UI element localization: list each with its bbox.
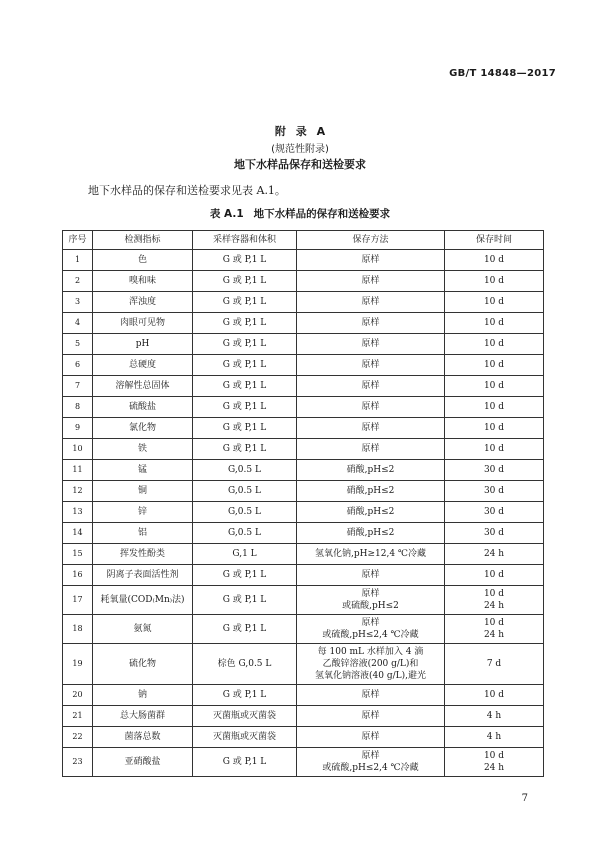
table-header-row (63, 231, 544, 250)
row-number: 9 (63, 418, 93, 439)
row-time (445, 250, 544, 271)
row-time-line: 24 h (483, 763, 505, 773)
row-time-line: 10 d (483, 381, 505, 391)
row-number: 17 (63, 586, 93, 615)
row-item: 氯化物 (93, 418, 193, 439)
row-method (297, 644, 445, 685)
row-time-line: 4 h (486, 711, 502, 721)
table-row (63, 460, 544, 481)
row-time-line: 10 d (483, 690, 505, 700)
row-method (297, 334, 445, 355)
row-time-line: 10 d (483, 618, 505, 628)
row-method (297, 727, 445, 748)
table-row (63, 292, 544, 313)
row-time (445, 615, 544, 644)
row-container: 灭菌瓶或灭菌袋 (193, 727, 297, 748)
row-method-line: 原样 (361, 339, 380, 349)
table-row (63, 502, 544, 523)
row-container: G,1 L (193, 544, 297, 565)
row-method-line: 或硫酸,pH≤2 (342, 601, 399, 611)
row-method (297, 460, 445, 481)
row-container: 棕色 G,0.5 L (193, 644, 297, 685)
table-row (63, 565, 544, 586)
row-container: G 或 P,1 L (193, 748, 297, 777)
row-method-line: 硝酸,pH≤2 (346, 486, 395, 496)
row-time (445, 523, 544, 544)
row-number: 19 (63, 644, 93, 685)
row-method (297, 523, 445, 544)
row-container: G,0.5 L (193, 502, 297, 523)
table-row (63, 397, 544, 418)
column-header-no: 序号 (63, 231, 93, 250)
row-method (297, 544, 445, 565)
row-time-line: 10 d (483, 444, 505, 454)
row-number: 22 (63, 727, 93, 748)
table-row (63, 250, 544, 271)
row-item: 浑浊度 (93, 292, 193, 313)
row-method-line: 原样 (361, 297, 380, 307)
row-number: 11 (63, 460, 93, 481)
row-method-line: 原样 (361, 711, 380, 721)
table-row (63, 313, 544, 334)
row-number: 4 (63, 313, 93, 334)
row-method-line: 原样 (361, 255, 380, 265)
row-time (445, 271, 544, 292)
row-method-line: 硝酸,pH≤2 (346, 507, 395, 517)
row-method (297, 271, 445, 292)
row-item: 挥发性酚类 (93, 544, 193, 565)
standard-number: GB/T 14848—2017 (449, 68, 556, 79)
row-method (297, 481, 445, 502)
row-item: 硫化物 (93, 644, 193, 685)
row-time (445, 418, 544, 439)
table-row (63, 481, 544, 502)
row-time-line: 10 d (483, 276, 505, 286)
row-time-line: 30 d (483, 507, 505, 517)
table-row (63, 418, 544, 439)
row-method (297, 397, 445, 418)
row-method (297, 685, 445, 706)
row-container: G,0.5 L (193, 523, 297, 544)
row-method (297, 706, 445, 727)
row-item: 阴离子表面活性剂 (93, 565, 193, 586)
row-item: 菌落总数 (93, 727, 193, 748)
row-time (445, 565, 544, 586)
row-item: 肉眼可见物 (93, 313, 193, 334)
page-number: 7 (521, 793, 528, 804)
row-number: 3 (63, 292, 93, 313)
row-item: 氨氮 (93, 615, 193, 644)
row-method-line: 原样 (361, 570, 380, 580)
row-item: 钠 (93, 685, 193, 706)
row-method (297, 565, 445, 586)
column-header-time: 保存时间 (445, 231, 544, 250)
row-container: G 或 P,1 L (193, 313, 297, 334)
row-method-line: 原样 (361, 618, 380, 628)
row-time-line: 10 d (483, 402, 505, 412)
row-number: 21 (63, 706, 93, 727)
row-container: G,0.5 L (193, 481, 297, 502)
row-time-line: 10 d (483, 255, 505, 265)
row-number: 14 (63, 523, 93, 544)
row-time-line: 10 d (483, 423, 505, 433)
row-method-line: 原样 (361, 318, 380, 328)
row-method (297, 748, 445, 777)
row-item: 铜 (93, 481, 193, 502)
row-method (297, 615, 445, 644)
row-time-line: 30 d (483, 465, 505, 475)
row-container: G 或 P,1 L (193, 250, 297, 271)
row-container: G 或 P,1 L (193, 615, 297, 644)
table-row (63, 334, 544, 355)
row-time (445, 727, 544, 748)
row-time (445, 292, 544, 313)
row-number: 1 (63, 250, 93, 271)
row-method (297, 418, 445, 439)
row-container: G 或 P,1 L (193, 586, 297, 615)
table-row (63, 544, 544, 565)
row-method-line: 原样 (361, 444, 380, 454)
table-caption-title: 地下水样品的保存和送检要求 (253, 208, 391, 220)
row-item: 锰 (93, 460, 193, 481)
table-caption-number: 表 A.1 (209, 208, 244, 220)
row-method-line: 原样 (361, 423, 380, 433)
row-item: 溶解性总固体 (93, 376, 193, 397)
row-method (297, 355, 445, 376)
row-method-line: 原样 (361, 589, 380, 599)
row-method-line: 或硫酸,pH≤2,4 ℃冷藏 (322, 630, 419, 640)
row-time (445, 644, 544, 685)
row-container: G 或 P,1 L (193, 418, 297, 439)
row-time (445, 334, 544, 355)
row-method-line: 氢氧化钠,pH≥12,4 ℃冷藏 (315, 549, 426, 559)
row-method-line: 硝酸,pH≤2 (346, 528, 395, 538)
row-method (297, 292, 445, 313)
row-time (445, 685, 544, 706)
row-time (445, 502, 544, 523)
row-time-line: 10 d (483, 339, 505, 349)
row-method (297, 586, 445, 615)
table-row (63, 706, 544, 727)
row-time-line: 24 h (483, 601, 505, 611)
row-method (297, 250, 445, 271)
row-item: 耗氧量(COD₍Mn₎法) (93, 586, 193, 615)
row-container: G 或 P,1 L (193, 271, 297, 292)
row-container: G 或 P,1 L (193, 355, 297, 376)
table-row (63, 615, 544, 644)
row-container: G,0.5 L (193, 460, 297, 481)
row-method (297, 376, 445, 397)
table-caption (0, 206, 600, 221)
row-time-line: 4 h (486, 732, 502, 742)
appendix-normative-note: (规范性附录) (271, 144, 329, 155)
row-number: 20 (63, 685, 93, 706)
row-method-line: 氢氧化钠溶液(40 g/L),避光 (315, 671, 426, 681)
row-container: G 或 P,1 L (193, 685, 297, 706)
row-item: 铝 (93, 523, 193, 544)
row-container: G 或 P,1 L (193, 565, 297, 586)
row-time-line: 30 d (483, 486, 505, 496)
row-item: 嗅和味 (93, 271, 193, 292)
appendix-label: 附 录 A (274, 125, 326, 138)
row-time-line: 24 h (483, 630, 505, 640)
row-time (445, 586, 544, 615)
row-time (445, 439, 544, 460)
row-time-line: 10 d (483, 751, 505, 761)
table-row (63, 748, 544, 777)
row-time (445, 355, 544, 376)
row-method (297, 313, 445, 334)
row-container: G 或 P,1 L (193, 397, 297, 418)
row-container: G 或 P,1 L (193, 334, 297, 355)
row-method-line: 或硫酸,pH≤2,4 ℃冷藏 (322, 763, 419, 773)
row-method-line: 每 100 mL 水样加入 4 滴 (317, 647, 424, 657)
row-item: 锌 (93, 502, 193, 523)
row-item: 铁 (93, 439, 193, 460)
row-time (445, 460, 544, 481)
row-time-line: 30 d (483, 528, 505, 538)
row-method (297, 439, 445, 460)
column-header-container: 采样容器和体积 (193, 231, 297, 250)
table-row (63, 355, 544, 376)
row-method-line: 原样 (361, 276, 380, 286)
row-item: 硫酸盐 (93, 397, 193, 418)
row-method-line: 原样 (361, 381, 380, 391)
row-time (445, 313, 544, 334)
row-container: G 或 P,1 L (193, 292, 297, 313)
table-row (63, 271, 544, 292)
row-number: 2 (63, 271, 93, 292)
row-item: 总大肠菌群 (93, 706, 193, 727)
row-method-line: 原样 (361, 402, 380, 412)
row-time-line: 10 d (483, 589, 505, 599)
intro-paragraph: 地下水样品的保存和送检要求见表 A.1。 (88, 184, 286, 197)
row-time (445, 748, 544, 777)
row-container: G 或 P,1 L (193, 376, 297, 397)
row-item: pH (93, 334, 193, 355)
column-header-item: 检测指标 (93, 231, 193, 250)
table-row (63, 644, 544, 685)
row-number: 12 (63, 481, 93, 502)
row-time (445, 544, 544, 565)
row-container: G 或 P,1 L (193, 439, 297, 460)
row-number: 10 (63, 439, 93, 460)
preservation-table (62, 230, 544, 777)
row-time-line: 10 d (483, 360, 505, 370)
row-method-line: 原样 (361, 690, 380, 700)
row-method (297, 502, 445, 523)
row-number: 5 (63, 334, 93, 355)
row-time-line: 10 d (483, 570, 505, 580)
table-row (63, 376, 544, 397)
row-method-line: 硝酸,pH≤2 (346, 465, 395, 475)
table-row (63, 439, 544, 460)
row-item: 亚硝酸盐 (93, 748, 193, 777)
table-row (63, 727, 544, 748)
row-number: 8 (63, 397, 93, 418)
row-number: 16 (63, 565, 93, 586)
row-container: 灭菌瓶或灭菌袋 (193, 706, 297, 727)
row-number: 13 (63, 502, 93, 523)
table-row (63, 586, 544, 615)
row-method-line: 原样 (361, 751, 380, 761)
row-time (445, 481, 544, 502)
row-time-line: 24 h (483, 549, 505, 559)
row-method-line: 原样 (361, 360, 380, 370)
row-number: 6 (63, 355, 93, 376)
row-time-line: 10 d (483, 297, 505, 307)
row-number: 15 (63, 544, 93, 565)
appendix-title: 地下水样品保存和送检要求 (234, 158, 366, 171)
row-item: 色 (93, 250, 193, 271)
row-time (445, 376, 544, 397)
row-time (445, 706, 544, 727)
table-row (63, 685, 544, 706)
table-body (63, 250, 544, 777)
row-number: 7 (63, 376, 93, 397)
row-method-line: 原样 (361, 732, 380, 742)
column-header-method: 保存方法 (297, 231, 445, 250)
row-time-line: 7 d (486, 659, 502, 669)
row-number: 18 (63, 615, 93, 644)
row-method-line: 乙酸锌溶液(200 g/L)和 (322, 659, 419, 669)
row-number: 23 (63, 748, 93, 777)
row-time (445, 397, 544, 418)
row-item: 总硬度 (93, 355, 193, 376)
table-row (63, 523, 544, 544)
row-time-line: 10 d (483, 318, 505, 328)
